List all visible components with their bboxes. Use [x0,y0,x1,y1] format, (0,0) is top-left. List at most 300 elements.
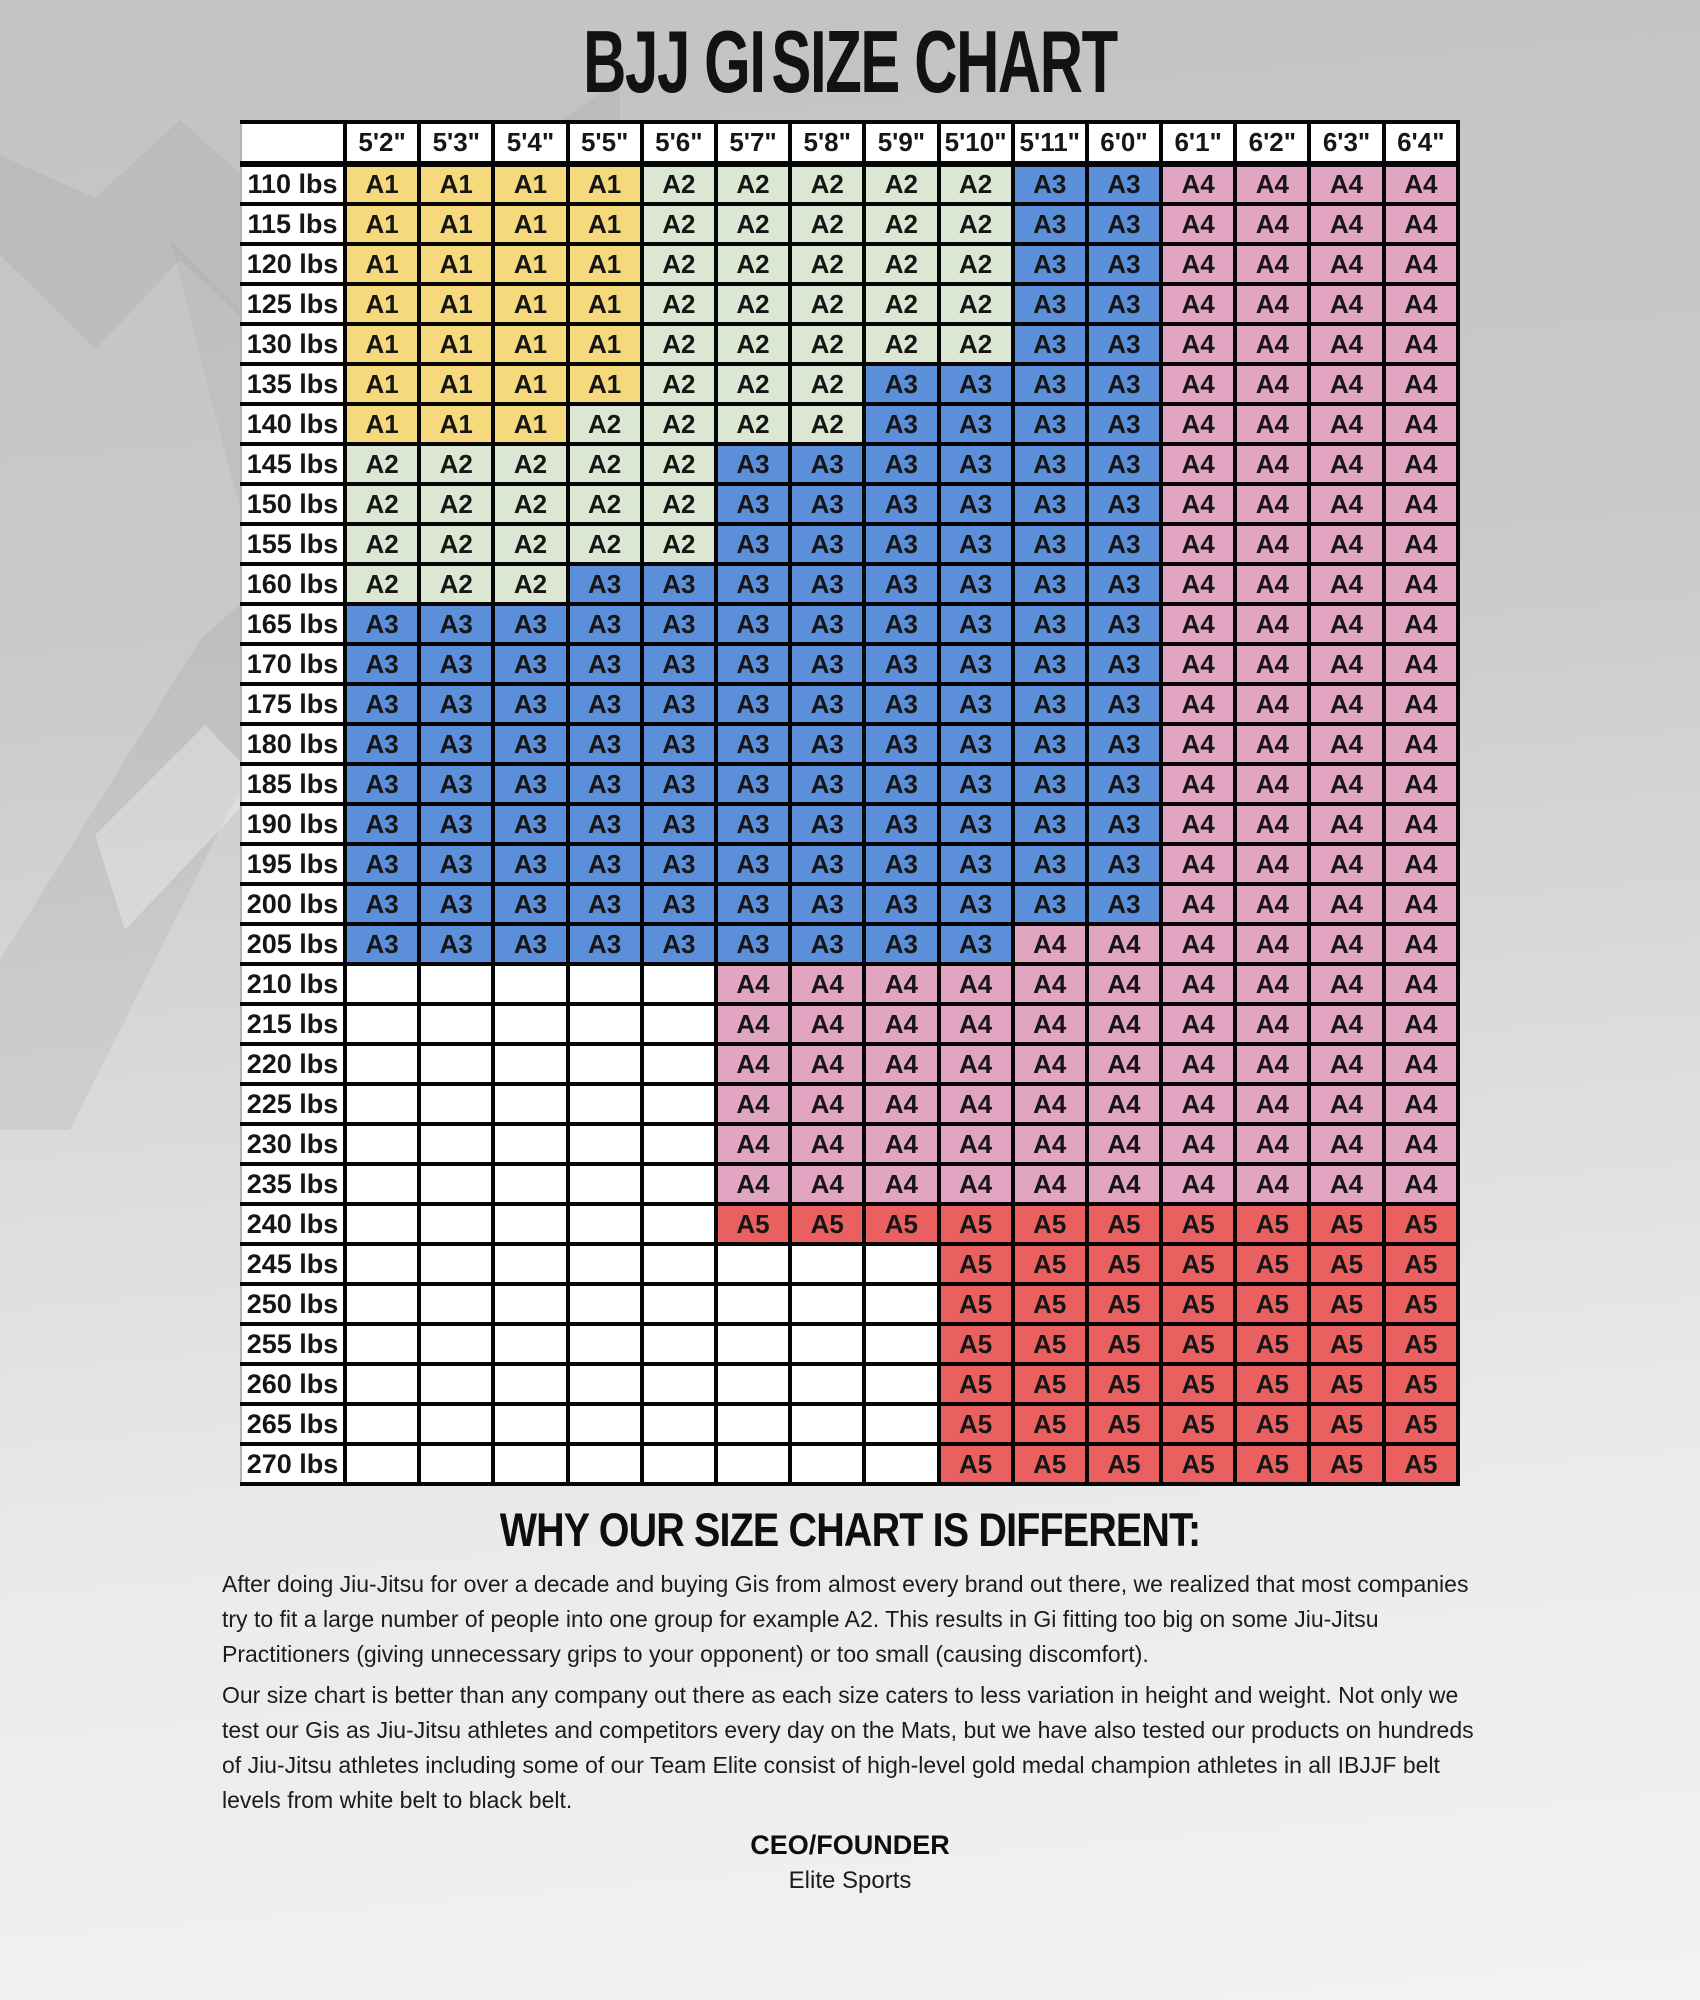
size-cell: A1 [568,364,642,404]
weight-label-cell: 175 lbs [241,684,345,724]
size-cell: A2 [642,364,716,404]
size-cell: A4 [1161,564,1235,604]
size-cell: A4 [1235,484,1309,524]
size-cell: A1 [568,164,642,204]
size-cell: A5 [1013,1444,1087,1484]
weight-label-cell: 210 lbs [241,964,345,1004]
size-cell: A2 [642,484,716,524]
size-cell: A2 [716,364,790,404]
size-cell: A4 [1161,764,1235,804]
weight-label-cell: 115 lbs [241,204,345,244]
empty-cell [345,1444,419,1484]
size-cell: A2 [716,204,790,244]
size-cell: A5 [1161,1404,1235,1444]
size-cell: A4 [1013,1124,1087,1164]
size-cell: A4 [1384,1124,1458,1164]
size-cell: A2 [419,564,493,604]
size-cell: A5 [939,1244,1013,1284]
size-cell: A4 [1161,884,1235,924]
size-cell: A4 [939,1124,1013,1164]
size-cell: A5 [1384,1364,1458,1404]
size-cell: A1 [419,204,493,244]
empty-cell [568,1204,642,1244]
size-cell: A5 [939,1404,1013,1444]
size-cell: A2 [864,164,938,204]
size-cell: A3 [493,684,567,724]
size-cell: A3 [790,924,864,964]
size-cell: A5 [1087,1204,1161,1244]
size-cell: A5 [939,1284,1013,1324]
empty-cell [493,1044,567,1084]
size-cell: A4 [1235,404,1309,444]
size-cell: A5 [716,1204,790,1244]
size-cell: A3 [1087,164,1161,204]
size-cell: A1 [493,244,567,284]
size-cell: A4 [1384,804,1458,844]
size-cell: A3 [642,644,716,684]
empty-cell [642,1164,716,1204]
size-cell: A3 [419,844,493,884]
size-cell: A4 [1161,844,1235,884]
size-cell: A4 [1235,1164,1309,1204]
size-cell: A3 [568,684,642,724]
size-cell: A3 [939,804,1013,844]
table-row [241,564,1458,604]
empty-cell [864,1284,938,1324]
size-cell: A5 [1013,1244,1087,1284]
size-cell: A2 [864,204,938,244]
size-cell: A1 [419,324,493,364]
size-cell: A2 [568,524,642,564]
empty-cell [864,1324,938,1364]
size-cell: A2 [642,204,716,244]
table-row [241,1164,1458,1204]
empty-cell [568,1444,642,1484]
size-cell: A4 [1309,204,1383,244]
size-cell: A4 [1087,1044,1161,1084]
size-cell: A3 [790,764,864,804]
size-cell: A4 [1161,524,1235,564]
size-cell: A4 [1161,1044,1235,1084]
size-cell: A3 [419,804,493,844]
size-cell: A5 [1384,1324,1458,1364]
size-cell: A4 [1161,164,1235,204]
size-cell: A4 [1309,1124,1383,1164]
size-cell: A4 [1309,884,1383,924]
size-cell: A4 [1013,964,1087,1004]
size-cell: A2 [790,364,864,404]
size-cell: A4 [716,1164,790,1204]
height-header-cell: 6'0" [1087,122,1161,164]
size-cell: A2 [642,324,716,364]
height-header-cell: 5'3" [419,122,493,164]
size-cell: A3 [1013,524,1087,564]
size-cell: A4 [716,1124,790,1164]
empty-cell [493,1164,567,1204]
height-header-cell: 5'2" [345,122,419,164]
size-cell: A4 [1161,644,1235,684]
weight-label-cell: 225 lbs [241,1084,345,1124]
size-cell: A2 [716,244,790,284]
size-cell: A5 [1235,1204,1309,1244]
size-cell: A1 [419,244,493,284]
weight-label-cell: 245 lbs [241,1244,345,1284]
size-cell: A3 [1087,684,1161,724]
size-cell: A3 [1087,764,1161,804]
size-cell: A3 [419,644,493,684]
empty-cell [642,1204,716,1244]
empty-cell [716,1284,790,1324]
weight-label-cell: 170 lbs [241,644,345,684]
size-cell: A3 [939,884,1013,924]
size-cell: A2 [568,404,642,444]
size-cell: A4 [1309,644,1383,684]
size-cell: A3 [716,484,790,524]
size-cell: A2 [419,484,493,524]
size-cell: A3 [716,604,790,644]
size-cell: A3 [864,564,938,604]
size-cell: A4 [1161,724,1235,764]
empty-cell [568,964,642,1004]
size-cell: A3 [790,884,864,924]
size-cell: A2 [716,324,790,364]
empty-cell [493,1324,567,1364]
size-cell: A3 [1013,604,1087,644]
size-cell: A4 [1384,204,1458,244]
size-cell: A3 [568,564,642,604]
size-cell: A1 [345,284,419,324]
table-row [241,404,1458,444]
size-cell: A4 [1013,1044,1087,1084]
size-cell: A2 [939,284,1013,324]
size-cell: A4 [1013,1084,1087,1124]
size-cell: A3 [345,884,419,924]
size-cell: A3 [1013,844,1087,884]
size-cell: A4 [1161,1164,1235,1204]
size-cell: A2 [345,564,419,604]
empty-cell [716,1364,790,1404]
size-cell: A3 [642,564,716,604]
empty-cell [345,964,419,1004]
size-cell: A4 [1384,844,1458,884]
section-heading: WHY OUR SIZE CHART IS DIFFERENT: [499,1503,1201,1556]
size-cell: A1 [493,284,567,324]
empty-cell [716,1244,790,1284]
size-cell: A4 [1384,684,1458,724]
size-cell: A3 [642,724,716,764]
size-cell: A4 [939,1084,1013,1124]
size-cell: A3 [568,764,642,804]
weight-label-cell: 220 lbs [241,1044,345,1084]
size-cell: A1 [493,164,567,204]
height-header-cell: 5'6" [642,122,716,164]
size-cell: A4 [1309,1084,1383,1124]
size-cell: A3 [1013,244,1087,284]
size-cell: A2 [493,444,567,484]
height-header-cell: 6'3" [1309,122,1383,164]
size-cell: A3 [864,924,938,964]
size-cell: A3 [345,924,419,964]
size-cell: A4 [1309,1004,1383,1044]
size-cell: A3 [1013,764,1087,804]
size-cell: A3 [1087,804,1161,844]
empty-cell [345,1084,419,1124]
size-cell: A3 [345,604,419,644]
table-row [241,724,1458,764]
empty-cell [345,1244,419,1284]
size-cell: A4 [1309,604,1383,644]
size-cell: A2 [642,164,716,204]
size-cell: A3 [1087,444,1161,484]
empty-cell [790,1284,864,1324]
size-cell: A3 [1013,204,1087,244]
size-cell: A4 [1161,604,1235,644]
size-cell: A2 [790,164,864,204]
size-cell: A3 [419,684,493,724]
size-cell: A4 [939,1004,1013,1044]
size-cell: A3 [939,644,1013,684]
size-cell: A4 [1013,1164,1087,1204]
empty-cell [493,1244,567,1284]
empty-cell [345,1324,419,1364]
size-cell: A4 [1309,724,1383,764]
size-cell: A1 [568,284,642,324]
size-cell: A4 [1235,164,1309,204]
size-cell: A1 [345,364,419,404]
size-cell: A4 [1161,284,1235,324]
size-cell: A4 [864,1164,938,1204]
empty-cell [493,1204,567,1244]
height-header-cell: 6'2" [1235,122,1309,164]
footer [0,1830,1700,1895]
weight-label-cell: 240 lbs [241,1204,345,1244]
size-cell: A3 [790,444,864,484]
size-cell: A1 [493,364,567,404]
empty-cell [568,1324,642,1364]
size-cell: A3 [493,804,567,844]
size-cell: A4 [864,1004,938,1044]
size-cell: A4 [1235,1044,1309,1084]
size-cell: A3 [345,804,419,844]
size-cell: A4 [1087,1004,1161,1044]
size-cell: A3 [493,764,567,804]
table-row [241,1364,1458,1404]
size-cell: A3 [568,604,642,644]
size-cell: A3 [864,524,938,564]
size-cell: A2 [345,484,419,524]
table-row [241,1044,1458,1084]
empty-cell [568,1164,642,1204]
empty-cell [642,1044,716,1084]
weight-label-cell: 265 lbs [241,1404,345,1444]
table-row [241,764,1458,804]
weight-label-cell: 140 lbs [241,404,345,444]
weight-label-cell: 205 lbs [241,924,345,964]
table-row [241,1004,1458,1044]
size-cell: A4 [1161,204,1235,244]
empty-cell [493,1364,567,1404]
size-cell: A4 [939,1044,1013,1084]
description-text [0,1557,1700,1818]
size-cell: A5 [1087,1404,1161,1444]
size-cell: A3 [790,564,864,604]
size-cell: A3 [1087,604,1161,644]
size-cell: A3 [1087,484,1161,524]
size-cell: A3 [716,644,790,684]
size-cell: A3 [716,884,790,924]
size-cell: A3 [345,644,419,684]
size-cell: A5 [939,1204,1013,1244]
size-cell: A5 [1384,1404,1458,1444]
empty-cell [642,1364,716,1404]
table-row [241,644,1458,684]
empty-cell [568,1124,642,1164]
size-cell: A3 [568,724,642,764]
size-cell: A4 [1384,444,1458,484]
size-cell: A4 [1161,484,1235,524]
size-cell: A4 [1384,604,1458,644]
size-cell: A3 [419,604,493,644]
size-cell: A2 [939,204,1013,244]
size-cell: A3 [939,364,1013,404]
empty-cell [493,1004,567,1044]
table-row [241,204,1458,244]
table-row [241,484,1458,524]
size-cell: A2 [939,324,1013,364]
size-cell: A3 [864,604,938,644]
size-cell: A2 [493,524,567,564]
size-cell: A3 [790,804,864,844]
size-cell: A3 [939,724,1013,764]
size-cell: A3 [493,604,567,644]
height-header-cell: 5'7" [716,122,790,164]
size-cell: A4 [1161,684,1235,724]
table-row [241,1204,1458,1244]
size-cell: A2 [864,284,938,324]
empty-cell [419,1444,493,1484]
size-cell: A4 [1309,324,1383,364]
size-cell: A4 [1309,364,1383,404]
size-cell: A2 [568,484,642,524]
size-cell: A3 [864,404,938,444]
size-cell: A3 [864,764,938,804]
size-cell: A4 [1384,644,1458,684]
empty-cell [419,1044,493,1084]
size-cell: A3 [716,684,790,724]
size-cell: A4 [1384,244,1458,284]
size-cell: A4 [1235,764,1309,804]
weight-label-cell: 180 lbs [241,724,345,764]
size-cell: A3 [568,884,642,924]
size-cell: A4 [1309,684,1383,724]
empty-cell [419,1084,493,1124]
size-cell: A3 [939,764,1013,804]
size-cell: A5 [1235,1284,1309,1324]
table-row [241,1244,1458,1284]
empty-cell [864,1444,938,1484]
size-cell: A2 [939,244,1013,284]
size-cell: A3 [1013,484,1087,524]
size-cell: A5 [1384,1244,1458,1284]
size-cell: A3 [1087,324,1161,364]
size-cell: A4 [1309,924,1383,964]
size-cell: A5 [1161,1284,1235,1324]
size-cell: A4 [1087,1164,1161,1204]
size-cell: A4 [1161,244,1235,284]
empty-cell [642,1324,716,1364]
weight-label-cell: 260 lbs [241,1364,345,1404]
size-cell: A3 [345,684,419,724]
size-cell: A5 [1235,1404,1309,1444]
empty-cell [345,1004,419,1044]
size-cell: A5 [1161,1364,1235,1404]
size-cell: A4 [790,1164,864,1204]
table-row [241,964,1458,1004]
weight-label-cell: 215 lbs [241,1004,345,1044]
table-row [241,524,1458,564]
weight-label-cell: 200 lbs [241,884,345,924]
size-cell: A4 [1309,804,1383,844]
size-cell: A3 [1013,644,1087,684]
size-cell: A4 [1235,684,1309,724]
size-cell: A4 [1309,524,1383,564]
size-cell: A3 [864,684,938,724]
empty-cell [493,1404,567,1444]
size-cell: A4 [790,1124,864,1164]
height-header-cell: 5'9" [864,122,938,164]
size-cell: A4 [1309,164,1383,204]
size-cell: A2 [642,404,716,444]
size-cell: A3 [1013,364,1087,404]
size-cell: A3 [345,764,419,804]
size-cell: A5 [939,1324,1013,1364]
size-cell: A3 [1013,564,1087,604]
size-cell: A5 [1013,1364,1087,1404]
size-cell: A3 [642,764,716,804]
size-cell: A1 [568,324,642,364]
empty-cell [642,1444,716,1484]
size-cell: A4 [1309,564,1383,604]
size-cell: A2 [345,524,419,564]
empty-cell [568,1284,642,1324]
size-cell: A5 [1309,1324,1383,1364]
size-cell: A3 [1013,324,1087,364]
size-cell: A1 [568,204,642,244]
size-cell: A3 [493,724,567,764]
empty-cell [493,1444,567,1484]
size-cell: A4 [1384,1004,1458,1044]
table-row [241,1124,1458,1164]
size-cell: A5 [1087,1444,1161,1484]
empty-cell [568,1244,642,1284]
empty-cell [345,1044,419,1084]
size-cell: A4 [1235,364,1309,404]
size-cell: A3 [642,804,716,844]
table-row [241,924,1458,964]
size-cell: A4 [1384,404,1458,444]
size-cell: A1 [493,404,567,444]
size-cell: A3 [1013,444,1087,484]
weight-label-cell: 120 lbs [241,244,345,284]
title-regular-text: SIZE CHART [771,12,1117,111]
empty-cell [345,1204,419,1244]
size-cell: A5 [1384,1444,1458,1484]
size-cell: A4 [1309,844,1383,884]
empty-cell [345,1164,419,1204]
weight-label-cell: 130 lbs [241,324,345,364]
size-cell: A3 [1087,724,1161,764]
size-cell: A3 [345,724,419,764]
